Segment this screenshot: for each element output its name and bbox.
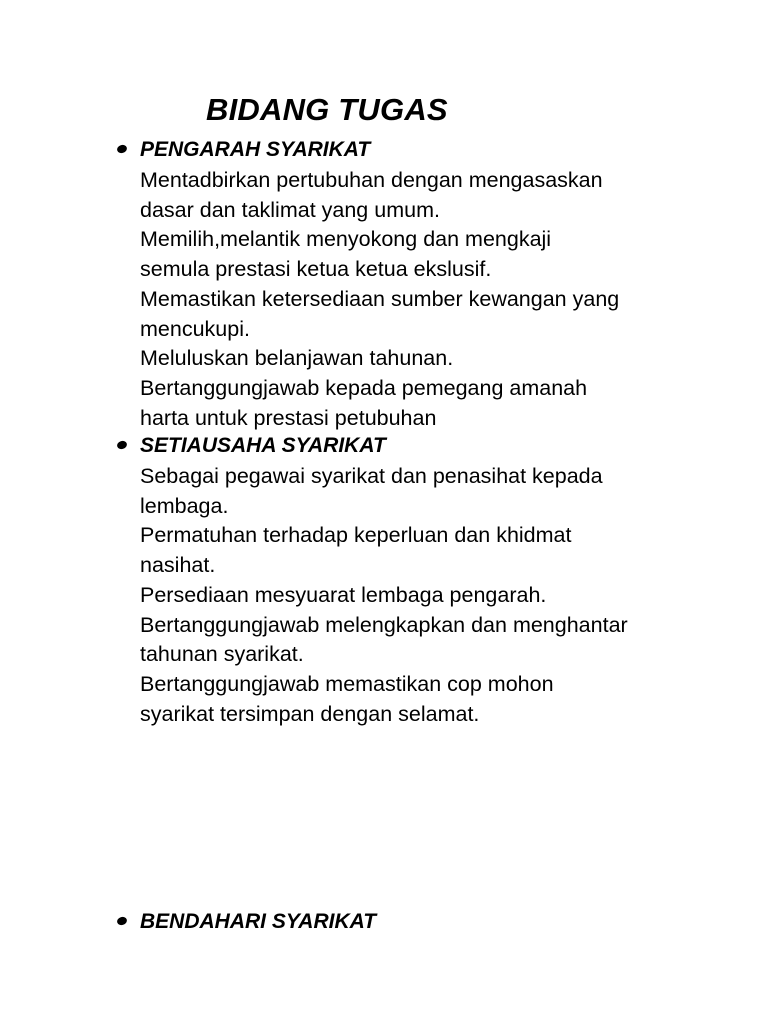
duty-line: Memastikan ketersediaan sumber kewangan yang (140, 286, 620, 311)
duty-line: semula prestasi ketua ketua ekslusif. (140, 257, 492, 282)
duty-line: Mentadbirkan pertubuhan dengan mengasaskan (140, 168, 603, 192)
section-heading: SETIAUSAHA SYARIKAT (140, 434, 386, 457)
section-heading: BENDAHARI SYARIKAT (140, 910, 377, 933)
page-title: BIDANG TUGAS (206, 92, 448, 127)
section-pengarah-syarikat (0, 136, 768, 433)
section-header (0, 432, 768, 462)
section-heading: PENGARAH SYARIKAT (140, 138, 371, 161)
duty-line: harta untuk prestasi petubuhan (140, 405, 437, 430)
bullet-icon (116, 144, 128, 155)
section-bendahari-syarikat (0, 908, 768, 938)
duty-list (0, 166, 768, 433)
duty-list (0, 462, 768, 729)
duty-line: dasar dan taklimat yang umum. (140, 197, 440, 222)
duty-line: nasihat. (140, 553, 216, 578)
bullet-icon (116, 440, 128, 451)
duty-line: Bertanggungjawab melengkapkan dan menghantar (140, 612, 628, 637)
duty-line: Meluluskan belanjawan tahunan. (140, 346, 454, 371)
duty-line: Memilih,melantik menyokong dan mengkaji (140, 227, 552, 252)
duty-line: lembaga. (140, 493, 229, 518)
duty-line: tahunan syarikat. (140, 642, 304, 667)
duty-line: Bertanggungjawab kepada pemegang amanah (140, 375, 588, 400)
duty-line: syarikat tersimpan dengan selamat. (140, 701, 480, 726)
duty-line: Permatuhan terhadap keperluan dan khidmat (140, 523, 572, 548)
section-header (0, 908, 768, 938)
bullet-icon (116, 916, 128, 927)
section-setiausaha-syarikat (0, 432, 768, 729)
duty-line: mencukupi. (140, 316, 250, 341)
duty-line: Bertanggungjawab memastikan cop mohon (140, 671, 554, 696)
duty-line: Persediaan mesyuarat lembaga pengarah. (140, 582, 547, 607)
section-header (0, 136, 768, 166)
duty-line: Sebagai pegawai syarikat dan penasihat kepada (140, 464, 603, 488)
